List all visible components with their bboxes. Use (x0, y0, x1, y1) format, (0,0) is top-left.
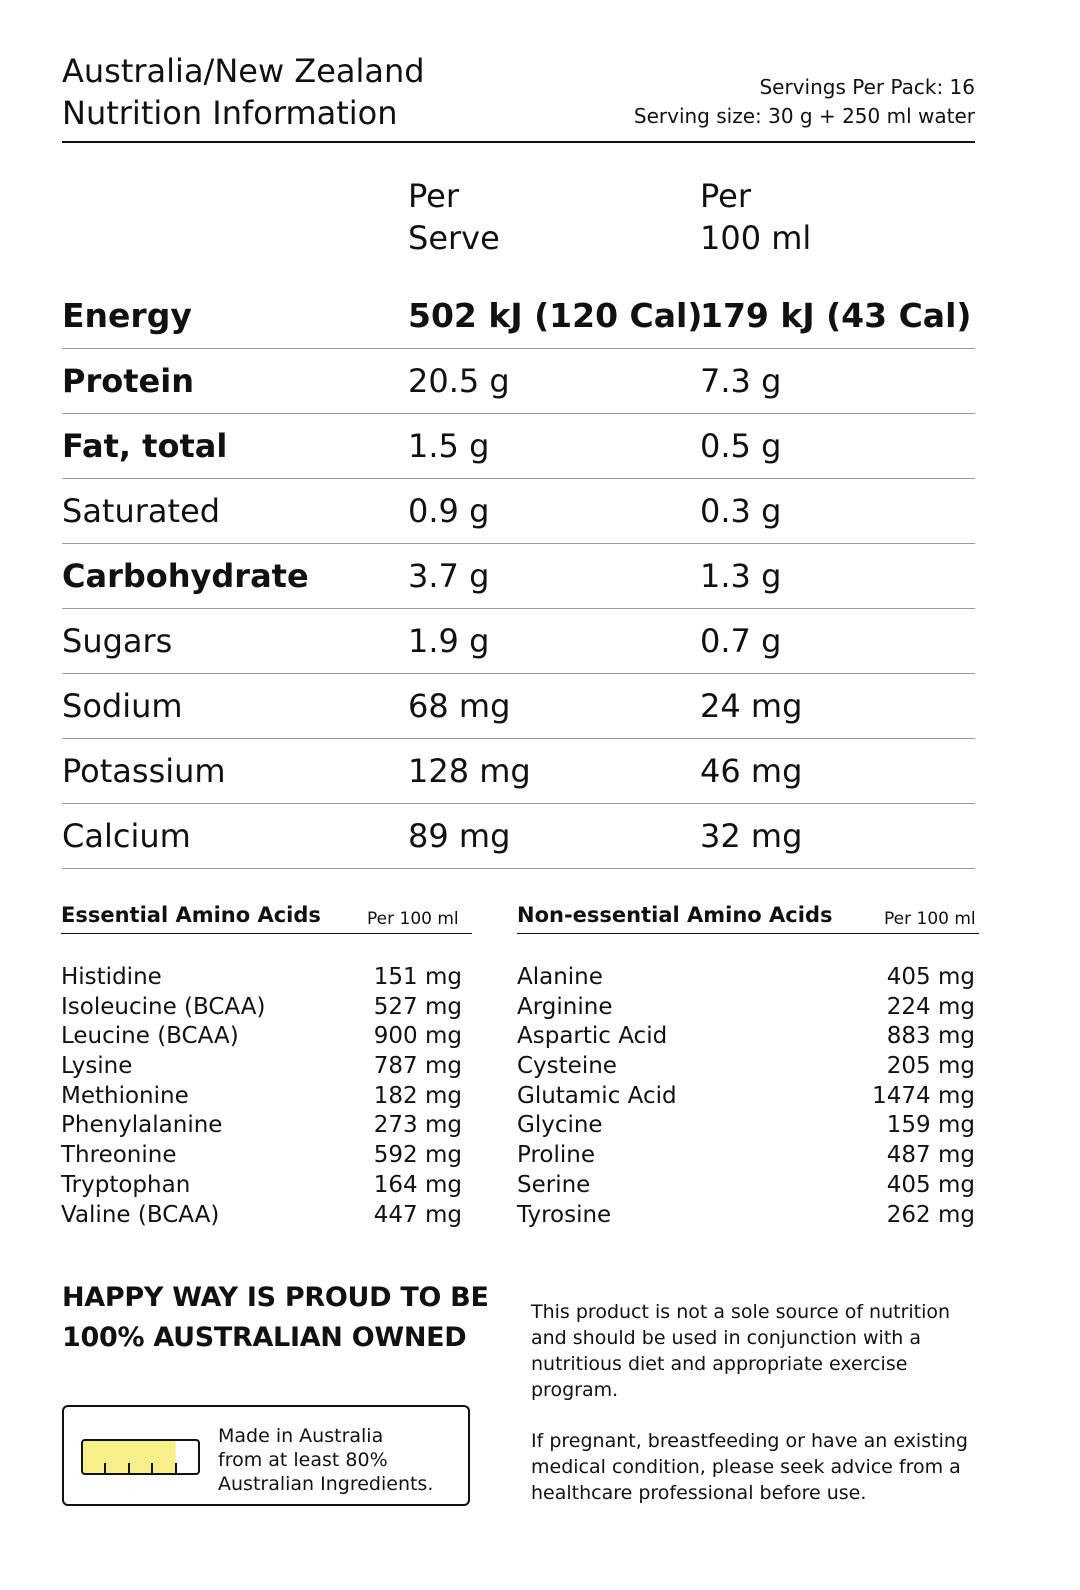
amino-row (517, 1052, 975, 1082)
column-header-per-serve (408, 175, 500, 259)
nutrient-row-energy (62, 284, 975, 349)
amino-name: Glutamic Acid (517, 1082, 677, 1109)
essential-amino-list (61, 963, 462, 1230)
amino-value: 159 mg (886, 1112, 975, 1139)
amino-row (517, 1141, 975, 1171)
amino-value: 151 mg (373, 964, 462, 990)
amino-value: 273 mg (373, 1112, 462, 1139)
nutrient-name: Energy (62, 296, 192, 335)
nutrient-per-serve: 128 mg (408, 752, 531, 790)
australian-owned-line2: 100% AUSTRALIAN OWNED (62, 1322, 467, 1353)
amino-name: Histidine (61, 964, 162, 990)
amino-value: 262 mg (886, 1201, 975, 1228)
amino-value: 205 mg (886, 1053, 975, 1080)
nutrient-name: Protein (62, 362, 194, 400)
nutrient-row-calcium (62, 804, 975, 869)
nutrient-per-100ml: 0.7 g (700, 622, 782, 660)
nutrient-name: Saturated (62, 492, 221, 530)
percentage-bar-icon (80, 1438, 202, 1476)
amino-name: Isoleucine (BCAA) (61, 993, 266, 1020)
amino-name: Aspartic Acid (517, 1023, 668, 1050)
panel-title (62, 50, 425, 134)
column-header-per-serve-line1: Per (408, 177, 459, 215)
nutrient-per-100ml: 179 kJ (43 Cal) (700, 296, 972, 335)
disclaimer-medical: If pregnant, breastfeeding or have an existing medical condition, please seek advice from a healthcare professional before use. (531, 1430, 968, 1504)
header-divider (62, 141, 975, 143)
made-in-line2: from at least 80% (218, 1449, 388, 1471)
amino-row (517, 993, 975, 1023)
essential-amino-acids (61, 903, 472, 1230)
amino-row (61, 1022, 462, 1052)
amino-value: 1474 mg (872, 1082, 975, 1109)
nutrient-per-100ml: 1.3 g (700, 557, 782, 595)
amino-value: 900 mg (373, 1023, 462, 1050)
nutrient-name: Sodium (62, 687, 183, 725)
amino-name: Tyrosine (517, 1201, 612, 1228)
nutrient-per-100ml: 7.3 g (700, 362, 782, 400)
title-line-2: Nutrition Information (62, 94, 398, 132)
amino-row (61, 1052, 462, 1082)
amino-value: 487 mg (886, 1142, 975, 1169)
australian-owned-line1: HAPPY WAY IS PROUD TO BE (62, 1282, 489, 1313)
amino-row (61, 1082, 462, 1112)
amino-value: 883 mg (886, 1023, 975, 1050)
amino-name: Tryptophan (61, 1171, 191, 1198)
nutrient-row-saturated (62, 479, 975, 544)
amino-row (61, 1141, 462, 1171)
nutrient-per-serve: 1.5 g (408, 427, 490, 465)
amino-name: Methionine (61, 1082, 189, 1109)
nutrient-per-100ml: 46 mg (700, 752, 803, 790)
nutrition-table (62, 284, 975, 869)
amino-row (61, 993, 462, 1023)
column-header-per-serve-line2: Serve (408, 219, 500, 257)
amino-row (61, 1171, 462, 1201)
column-header-per-100ml (700, 175, 811, 259)
nutrient-per-serve: 0.9 g (408, 492, 490, 530)
disclaimer-nutrition: This product is not a sole source of nutrition and should be used in conjunction with a nutritious diet and appropriate exercise program. (531, 1301, 951, 1401)
amino-row (517, 1111, 975, 1141)
amino-row (61, 1111, 462, 1141)
nutrient-row-protein (62, 349, 975, 414)
nutrient-name: Fat, total (62, 427, 228, 465)
made-in-australia-box (62, 1405, 470, 1506)
amino-value: 405 mg (886, 1171, 975, 1198)
amino-value: 224 mg (886, 993, 975, 1020)
australian-owned-statement (62, 1278, 489, 1358)
amino-row (61, 963, 462, 993)
amino-value: 447 mg (373, 1201, 462, 1228)
nutrient-row-sodium (62, 674, 975, 739)
amino-row (517, 1171, 975, 1201)
amino-value: 182 mg (373, 1082, 462, 1109)
servings-per-pack: Servings Per Pack: 16 (759, 75, 975, 99)
amino-name: Cysteine (517, 1053, 617, 1080)
amino-name: Valine (BCAA) (61, 1201, 220, 1228)
nutrient-row-carbohydrate (62, 544, 975, 609)
amino-name: Alanine (517, 964, 603, 990)
amino-name: Lysine (61, 1053, 133, 1080)
serving-size: Serving size: 30 g + 250 ml water (633, 104, 975, 128)
amino-name: Serine (517, 1171, 591, 1198)
column-header-per-100ml-line1: Per (700, 177, 751, 215)
nutrient-per-100ml: 0.5 g (700, 427, 782, 465)
amino-row (61, 1201, 462, 1231)
made-in-line3: Australian Ingredients. (218, 1473, 434, 1495)
nonessential-amino-acids (517, 903, 979, 1230)
amino-value: 405 mg (886, 964, 975, 990)
essential-amino-heading: Essential Amino Acids (61, 903, 321, 927)
amino-name: Proline (517, 1142, 595, 1169)
nutrient-per-100ml: 0.3 g (700, 492, 782, 530)
amino-row (517, 1201, 975, 1231)
nutrient-per-serve: 20.5 g (408, 362, 510, 400)
essential-amino-header (61, 903, 472, 934)
nutrient-name: Calcium (62, 817, 191, 855)
nonessential-amino-heading: Non-essential Amino Acids (517, 903, 833, 927)
nutrient-row-fat-total (62, 414, 975, 479)
nutrient-per-serve: 68 mg (408, 687, 511, 725)
made-in-australia-text (218, 1424, 433, 1496)
nutrient-per-100ml: 24 mg (700, 687, 803, 725)
nutrient-per-serve: 502 kJ (120 Cal) (408, 296, 703, 335)
made-in-line1: Made in Australia (218, 1425, 384, 1447)
nutrient-per-100ml: 32 mg (700, 817, 803, 855)
nutrient-per-serve: 3.7 g (408, 557, 490, 595)
amino-name: Arginine (517, 993, 613, 1020)
serving-info (634, 73, 975, 131)
nonessential-amino-header (517, 903, 979, 934)
amino-row (517, 963, 975, 993)
amino-value: 592 mg (373, 1142, 462, 1169)
disclaimer (531, 1299, 991, 1531)
amino-name: Glycine (517, 1112, 603, 1139)
amino-value: 787 mg (373, 1053, 462, 1080)
amino-value: 164 mg (373, 1171, 462, 1198)
nutrient-per-serve: 89 mg (408, 817, 511, 855)
amino-name: Phenylalanine (61, 1112, 223, 1139)
amino-row (517, 1082, 975, 1112)
nonessential-amino-list (517, 963, 975, 1230)
amino-row (517, 1022, 975, 1052)
nutrient-name: Carbohydrate (62, 557, 309, 595)
nutrient-name: Potassium (62, 752, 226, 790)
amino-name: Threonine (61, 1142, 177, 1169)
nutrient-per-serve: 1.9 g (408, 622, 490, 660)
title-line-1: Australia/New Zealand (62, 52, 425, 90)
column-header-per-100ml-line2: 100 ml (700, 219, 812, 257)
nutrient-row-sugars (62, 609, 975, 674)
nutrient-row-potassium (62, 739, 975, 804)
amino-value: 527 mg (373, 993, 462, 1020)
amino-name: Leucine (BCAA) (61, 1023, 239, 1050)
nonessential-amino-unit: Per 100 ml (884, 909, 976, 929)
nutrient-name: Sugars (62, 622, 173, 660)
essential-amino-unit: Per 100 ml (367, 909, 459, 929)
